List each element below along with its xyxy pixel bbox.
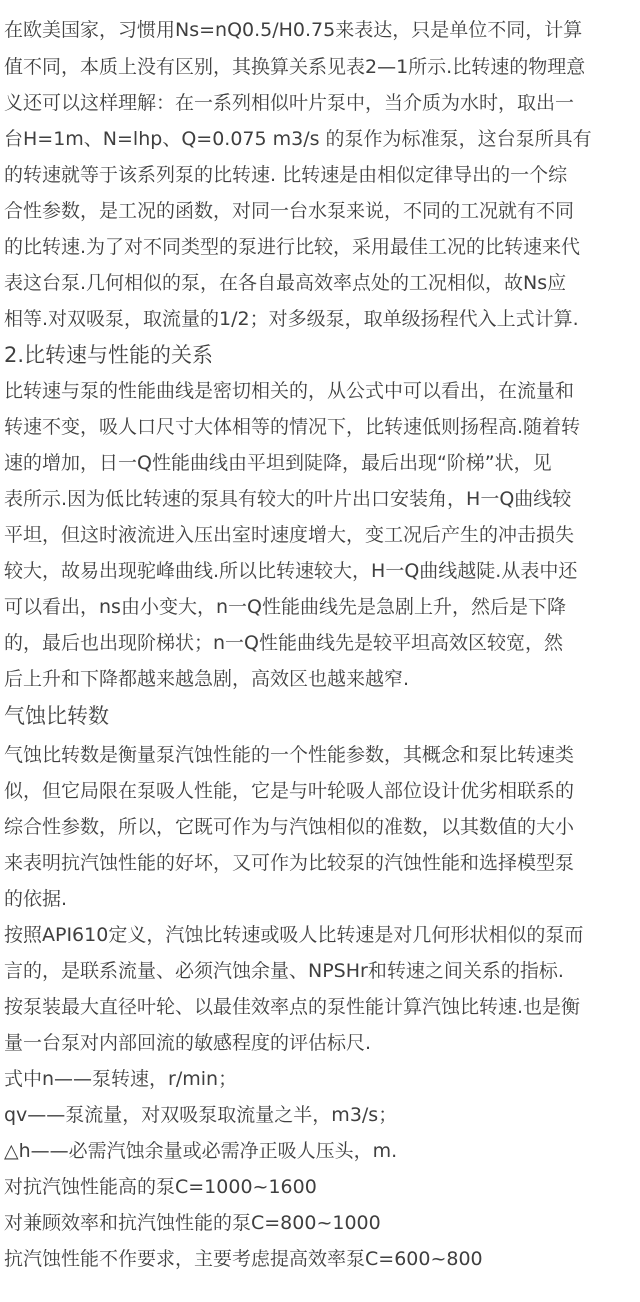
paragraph-line: 综合性参数，所以，它既可作为与汽蚀相似的准数，以其数值的大小 — [4, 816, 575, 838]
paragraph-line: 相等.对双吸泵，取流量的1/2；对多级泵，取单级扬程代入上式计算. — [4, 308, 579, 330]
paragraph-line: 对抗汽蚀性能高的泵C=1000~1600 — [4, 1176, 317, 1198]
paragraph-line: 来表明抗汽蚀性能的好坏，又可作为比较泵的汽蚀性能和选择模型泵 — [4, 852, 575, 874]
paragraph-line: 按泵装最大直径叶轮、以最佳效率点的泵性能计算汽蚀比转速.也是衡 — [4, 996, 581, 1018]
paragraph-line: 可以看出，ns由小变大，n一Q性能曲线先是急剧上升，然后是下降 — [4, 596, 566, 618]
paragraph-line: 对兼顾效率和抗汽蚀性能的泵C=800~1000 — [4, 1212, 381, 1234]
paragraph-line: 速的增加，日一Q性能曲线由平坦到陡降，最后出现“阶梯”状，见 — [4, 452, 552, 474]
paragraph-line: 抗汽蚀性能不作要求，主要考虑提高效率泵C=600~800 — [4, 1248, 483, 1270]
paragraph-line: 似，但它局限在泵吸人性能，它是与叶轮吸人部位设计优劣相联系的 — [4, 780, 575, 802]
paragraph-line: 合性参数，是工况的函数，对同一台水泵来说，不同的工况就有不同 — [4, 200, 575, 222]
paragraph-line: 义还可以这样理解：在一系列相似叶片泵中，当介质为水时，取出一 — [4, 92, 575, 114]
paragraph-line: 后上升和下降都越来越急剧，高效区也越来越窄. — [4, 668, 410, 690]
paragraph-line: 值不同，本质上没有区别，其换算关系见表2—1所示.比转速的物理意 — [4, 56, 586, 78]
paragraph-line: 台H=1m、N=lhp、Q=0.075 m3/s 的泵作为标准泵，这台泵所具有 — [4, 128, 592, 150]
paragraph-line: 比转速与泵的性能曲线是密切相关的，从公式中可以看出，在流量和 — [4, 380, 575, 402]
paragraph-line: 的比转速.为了对不同类型的泵进行比较，采用最佳工况的比转速来代 — [4, 236, 581, 258]
paragraph-line: 在欧美国家，习惯用Ns=nQ0.5/H0.75来表达，只是单位不同，计算 — [4, 19, 583, 41]
paragraph-line: 按照API610定义，汽蚀比转速或吸人比转速是对几何形状相似的泵而 — [4, 924, 584, 946]
paragraph-line: 较大，故易出现驼峰曲线.所以比转速较大，H一Q曲线越陡.从表中还 — [4, 560, 578, 582]
paragraph-line: 表这台泵.几何相似的泵，在各自最高效率点处的工况相似，故Ns应 — [4, 272, 567, 294]
paragraph-line: 量一台泵对内部回流的敏感程度的评估标尺. — [4, 1032, 372, 1054]
paragraph-line: 转速不变，吸人口尺寸大体相等的情况下，比转速低则扬程高.随着转 — [4, 416, 581, 438]
paragraph-line: 表所示.因为低比转速的泵具有较大的叶片出口安装角，H一Q曲线较 — [4, 488, 572, 510]
section-heading: 2.比转速与性能的关系 — [4, 343, 214, 367]
paragraph-line: 气蚀比转数是衡量泵汽蚀性能的一个性能参数，其概念和泵比转速类 — [4, 744, 575, 766]
paragraph-line: 式中n——泵转速，r/min； — [4, 1068, 238, 1090]
section-heading: 气蚀比转数 — [4, 704, 109, 728]
paragraph-line: 的依据. — [4, 888, 68, 910]
paragraph-line: 的，最后也出现阶梯状；n一Q性能曲线先是较平坦高效区较宽，然 — [4, 632, 563, 654]
paragraph-line: 平坦，但这时液流进入压出室时速度增大，变工况后产生的冲击损失 — [4, 524, 575, 546]
paragraph-line: 言的，是联系流量、必须汽蚀余量、NPSHr和转速之间关系的指标. — [4, 960, 564, 982]
paragraph-line: △h——必需汽蚀余量或必需净正吸人压头，m. — [4, 1140, 398, 1162]
paragraph-line: qv——泵流量，对双吸泵取流量之半，m3/s； — [4, 1104, 398, 1126]
paragraph-line: 的转速就等于该系列泵的比转速. 比转速是由相似定律导出的一个综 — [4, 164, 568, 186]
